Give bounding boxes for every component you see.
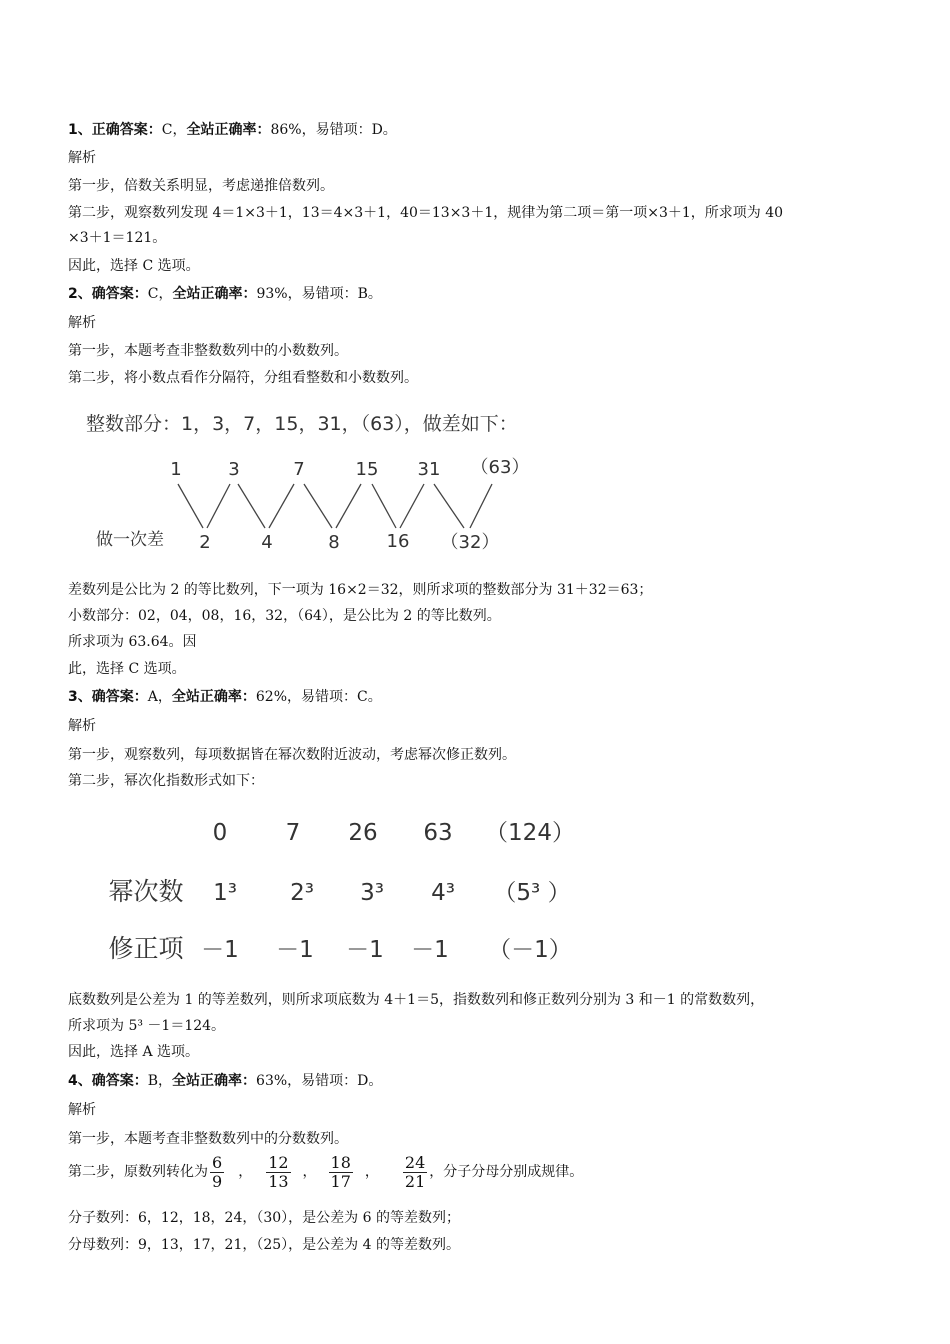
diagram-connector-lines xyxy=(178,484,492,528)
q3-conclusion: 因此，选择 A 选项。 xyxy=(68,1044,200,1060)
q4-header xyxy=(68,1071,382,1091)
q4-answer-value: B， xyxy=(147,1073,173,1089)
q3-step2: 第二步，幂次化指数形式如下： xyxy=(68,773,264,789)
fraction-separator: ， xyxy=(364,1164,379,1180)
fraction-3-denominator: 17 xyxy=(330,1171,351,1191)
top-term-1: 1 xyxy=(170,459,182,480)
q3-step1: 第一步，观察数列，每项数据皆在幂次数附近波动，考虑幂次修正数列。 xyxy=(68,747,516,763)
correction-term-1: －1 xyxy=(201,937,239,963)
fraction-4-denominator: 21 xyxy=(404,1171,426,1191)
q3-answer-label: 3、确答案： xyxy=(68,689,148,705)
q4-step2-prefix: 第二步，原数列转化为 xyxy=(68,1164,208,1180)
correction-term-2: －1 xyxy=(276,937,314,963)
diff-term-5: （32） xyxy=(440,532,500,553)
top-term-3: 7 xyxy=(293,459,305,480)
q2-rate-value: 93%，易错项：B。 xyxy=(256,286,382,302)
q1-answer-label: 1、正确答案： xyxy=(68,122,162,138)
fraction-2 xyxy=(266,1154,290,1191)
q2-answer-label: 2、确答案： xyxy=(68,286,148,302)
q4-rate-value: 63%，易错项：D。 xyxy=(256,1073,383,1089)
q4-numerator-sequence: 分子数列：6，12，18，24，（30），是公差为 6 的等差数列； xyxy=(68,1210,460,1226)
seq-term-1: 0 xyxy=(212,820,228,846)
q3-answer-value: A， xyxy=(147,689,172,705)
q3-header xyxy=(68,687,382,707)
q4-step1: 第一步，本题考查非整数数列中的分数数列。 xyxy=(68,1131,348,1147)
correction-term-5: （－1） xyxy=(488,937,572,963)
q2-analysis-heading: 解析 xyxy=(68,315,96,331)
fraction-3-numerator: 18 xyxy=(330,1152,351,1172)
q3-rate-value: 62%，易错项：C。 xyxy=(255,689,382,705)
top-term-5: 31 xyxy=(417,459,441,480)
diagram-title: 整数部分：1，3，7，15，31，（63），做差如下： xyxy=(86,413,518,435)
q1-conclusion: 因此，选择 C 选项。 xyxy=(68,258,200,274)
q2-result: 所求项为 63.64。因 xyxy=(68,634,197,650)
top-term-2: 3 xyxy=(228,459,240,480)
top-term-6: （63） xyxy=(470,457,530,478)
q3-explanation: 底数数列是公差为 1 的等差数列，则所求项底数为 4＋1＝5，指数数列和修正数列分别为 3 和－1 的常数数列， xyxy=(68,992,765,1008)
q2-step1: 第一步，本题考查非整数数列中的小数数列。 xyxy=(68,343,348,359)
fraction-4 xyxy=(403,1154,427,1191)
q4-analysis-heading: 解析 xyxy=(68,1102,96,1118)
diff-term-4: 16 xyxy=(386,531,410,552)
top-term-4: 15 xyxy=(355,459,379,480)
q3-result: 所求项为 5³ －1＝124。 xyxy=(68,1018,226,1034)
diff-term-1: 2 xyxy=(199,532,211,553)
q2-diff-explanation: 差数列是公比为 2 的等比数列，下一项为 16×2＝32，则所求项的整数部分为 31＋32＝63； xyxy=(68,582,653,598)
fraction-2-numerator: 12 xyxy=(268,1152,289,1172)
power-term-4: 4³ xyxy=(431,880,455,906)
difference-diagram xyxy=(80,400,560,560)
q1-analysis-heading: 解析 xyxy=(68,150,96,166)
fraction-4-numerator: 24 xyxy=(404,1152,426,1172)
seq-term-4: 63 xyxy=(423,820,453,846)
power-table-figure xyxy=(100,810,580,980)
fraction-separator: ， xyxy=(238,1164,253,1180)
fraction-3 xyxy=(329,1154,353,1191)
fraction-1-numerator: 6 xyxy=(212,1152,223,1172)
q2-answer-value: C， xyxy=(147,286,173,302)
correction-term-4: －1 xyxy=(411,937,449,963)
power-term-5: （5³ ） xyxy=(493,880,571,906)
q1-rate-label: 全站正确率： xyxy=(186,122,271,138)
diff-side-label: 做一次差 xyxy=(96,530,164,550)
fraction-2-denominator: 13 xyxy=(268,1171,289,1191)
q2-header xyxy=(68,284,382,304)
power-term-2: 2³ xyxy=(290,880,314,906)
q2-decimal-part: 小数部分：02，04，08，16，32，（64），是公比为 2 的等比数列。 xyxy=(68,608,501,624)
fraction-1-denominator: 9 xyxy=(212,1171,223,1191)
q1-answer-value: C， xyxy=(161,122,187,138)
q3-analysis-heading: 解析 xyxy=(68,718,96,734)
seq-term-3: 26 xyxy=(348,820,378,846)
correction-row-label: 修正项 xyxy=(108,934,184,963)
power-row-label: 幂次数 xyxy=(108,877,184,906)
power-term-1: 1³ xyxy=(213,880,237,906)
power-term-3: 3³ xyxy=(360,880,384,906)
seq-term-2: 7 xyxy=(285,820,301,846)
q2-step2: 第二步，将小数点看作分隔符，分组看整数和小数数列。 xyxy=(68,370,418,386)
fraction-1 xyxy=(210,1154,224,1191)
q4-step2 xyxy=(68,1150,583,1194)
q1-header xyxy=(68,120,397,140)
q2-conclusion: 此，选择 C 选项。 xyxy=(68,661,186,677)
q1-step2: 第二步，观察数列发现 4＝1×3＋1，13＝4×3＋1，40＝13×3＋1，规律为第二项＝第一项×3＋1，所求项为 40 xyxy=(68,205,784,221)
q1-step2-cont: ×3＋1＝121。 xyxy=(68,230,167,246)
q4-step2-suffix: ，分子分母分别成规律。 xyxy=(429,1164,584,1180)
q4-denominator-sequence: 分母数列：9，13，17，21，（25），是公差为 4 的等差数列。 xyxy=(68,1237,460,1253)
q3-rate-label: 全站正确率： xyxy=(171,689,256,705)
seq-term-5: （124） xyxy=(485,820,575,846)
fraction-separator: ， xyxy=(302,1164,317,1180)
q4-rate-label: 全站正确率： xyxy=(172,1073,257,1089)
diff-term-2: 4 xyxy=(261,532,273,553)
q2-rate-label: 全站正确率： xyxy=(172,286,257,302)
q1-rate-value: 86%，易错项：D。 xyxy=(270,122,397,138)
diff-term-3: 8 xyxy=(328,532,340,553)
q4-answer-label: 4、确答案： xyxy=(68,1073,148,1089)
correction-term-3: －1 xyxy=(346,937,384,963)
q1-step1: 第一步，倍数关系明显，考虑递推倍数列。 xyxy=(68,178,334,194)
